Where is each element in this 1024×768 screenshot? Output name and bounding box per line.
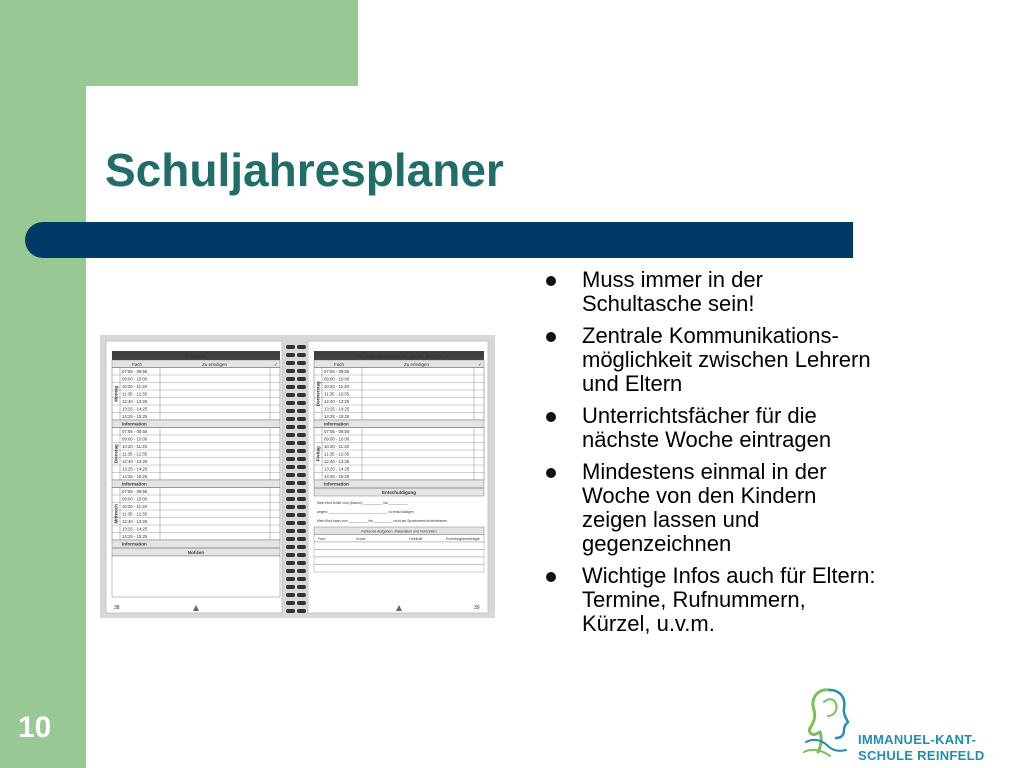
spiral-ring bbox=[286, 417, 295, 421]
time-slot: 12:40 - 13:25 bbox=[122, 399, 148, 405]
time-slot: 13:25 - 14:25 bbox=[324, 466, 350, 472]
spiral-ring bbox=[286, 489, 295, 493]
spiral-ring bbox=[297, 361, 306, 365]
bullet-dot-icon bbox=[546, 468, 556, 478]
time-slot: 07:55 - 08:55 bbox=[122, 429, 148, 435]
spiral-ring bbox=[297, 441, 306, 445]
spiral-ring bbox=[297, 369, 306, 373]
page-number-right: 39 bbox=[474, 605, 480, 611]
time-slot: 09:00 - 10:00 bbox=[122, 376, 148, 382]
missing-row bbox=[314, 557, 484, 565]
spiral-ring bbox=[286, 521, 295, 525]
spiral-ring bbox=[297, 513, 306, 517]
spiral-ring bbox=[297, 529, 306, 533]
spiral-ring bbox=[286, 577, 295, 581]
spiral-ring bbox=[297, 505, 306, 509]
bullet-line: Schultasche sein! bbox=[582, 291, 755, 316]
spiral-ring bbox=[286, 537, 295, 541]
missing-col-label: Lehrkraft bbox=[409, 536, 423, 541]
time-slot: 13:25 - 14:25 bbox=[122, 466, 148, 472]
spiral-ring bbox=[297, 601, 306, 605]
spiral-ring bbox=[297, 521, 306, 525]
bullet-dot-icon bbox=[546, 332, 556, 342]
bullet-dot-icon bbox=[546, 572, 556, 582]
spiral-ring bbox=[297, 481, 306, 485]
spiral-ring bbox=[286, 601, 295, 605]
time-slot: 10:20 - 11:20 bbox=[122, 444, 148, 450]
time-slot: 14:25 - 15:25 bbox=[324, 474, 350, 480]
time-slot: 09:00 - 10:00 bbox=[324, 436, 350, 442]
spiral-ring bbox=[286, 569, 295, 573]
spiral-ring bbox=[297, 537, 306, 541]
spiral-ring bbox=[297, 377, 306, 381]
green-decoration-left bbox=[0, 0, 86, 768]
spiral-ring bbox=[286, 513, 295, 517]
missing-label: Fehlende Aufgaben, Materialien und Fehlzeiten bbox=[361, 529, 437, 534]
time-slot: 10:20 - 11:20 bbox=[122, 384, 148, 390]
planner-image bbox=[100, 335, 495, 618]
time-slot: 13:25 - 14:25 bbox=[122, 526, 148, 532]
bullet-line: gegenzeichnen bbox=[582, 531, 732, 556]
missing-row bbox=[314, 550, 484, 558]
spiral-ring bbox=[297, 345, 306, 349]
spiral-ring bbox=[297, 497, 306, 501]
info-label: Information bbox=[324, 481, 349, 487]
spiral-ring bbox=[286, 425, 295, 429]
spiral-ring bbox=[286, 441, 295, 445]
spiral-ring bbox=[286, 505, 295, 509]
bullet-item bbox=[546, 404, 956, 452]
info-label: Information bbox=[122, 541, 147, 547]
time-slot: 14:25 - 15:25 bbox=[122, 414, 148, 420]
excuse-label: Entschuldigung bbox=[382, 490, 416, 496]
spiral-ring bbox=[297, 577, 306, 581]
spiral-ring bbox=[297, 457, 306, 461]
info-label: Information bbox=[324, 421, 349, 427]
time-slot: 14:25 - 15:25 bbox=[324, 414, 350, 420]
spiral-ring bbox=[297, 545, 306, 549]
spiral-ring bbox=[286, 553, 295, 557]
bullet-list bbox=[546, 268, 956, 644]
spiral-ring bbox=[286, 449, 295, 453]
time-slot: 12:40 - 13:25 bbox=[324, 399, 350, 405]
page-number: 10 bbox=[18, 711, 52, 744]
spiral-ring bbox=[297, 489, 306, 493]
spiral-ring bbox=[297, 393, 306, 397]
bullet-line: Zentrale Kommunikations- bbox=[582, 323, 839, 348]
slide-title: Schuljahresplaner bbox=[105, 144, 504, 196]
spiral-ring bbox=[286, 409, 295, 413]
day-label: Mittwoch bbox=[113, 504, 119, 524]
col-todo-label: Zu erledigen bbox=[404, 362, 430, 367]
time-slot: 12:40 - 13:25 bbox=[122, 459, 148, 465]
time-slot: 10:20 - 11:20 bbox=[122, 504, 148, 510]
time-slot: 10:20 - 11:20 bbox=[324, 384, 350, 390]
excuse-line: Mein Kind kann vom __________ bis __________ nicht am Sportunterricht teilnehmen. bbox=[317, 519, 449, 523]
spiral-ring bbox=[297, 417, 306, 421]
spiral-ring bbox=[297, 561, 306, 565]
bullet-item bbox=[546, 268, 956, 316]
bullet-dot-icon bbox=[546, 276, 556, 286]
day-label: Donnerstag bbox=[315, 381, 321, 407]
left-page-title: A-Woche bbox=[185, 354, 207, 360]
col-fach-label: Fach bbox=[334, 362, 345, 367]
time-slot: 07:55 - 08:55 bbox=[122, 369, 148, 375]
time-slot: 11:35 - 12:35 bbox=[324, 451, 350, 457]
bullet-item bbox=[546, 324, 956, 396]
time-slot: 11:35 - 12:35 bbox=[122, 391, 148, 397]
excuse-line: Mein Kind fehlte vom (Datum): __________ bis __________ bbox=[317, 501, 408, 505]
bullet-line: Wichtige Infos auch für Eltern: bbox=[582, 563, 876, 588]
spiral-ring bbox=[286, 481, 295, 485]
missing-col-label: Grund bbox=[356, 536, 366, 541]
spiral-ring bbox=[297, 465, 306, 469]
spiral-ring bbox=[286, 361, 295, 365]
spiral-ring bbox=[297, 409, 306, 413]
notes-label: Notizen bbox=[187, 550, 205, 556]
time-slot: 12:40 - 13:25 bbox=[324, 459, 350, 465]
missing-row bbox=[314, 542, 484, 550]
spiral-ring bbox=[286, 353, 295, 357]
missing-col-label: Fach bbox=[318, 536, 326, 541]
bullet-line: nächste Woche eintragen bbox=[582, 427, 832, 452]
bullet-dot-icon bbox=[546, 412, 556, 422]
time-slot: 09:00 - 10:00 bbox=[122, 496, 148, 502]
spiral-ring bbox=[286, 385, 295, 389]
time-slot: 10:20 - 11:20 bbox=[324, 444, 350, 450]
time-slot: 07:55 - 08:55 bbox=[324, 429, 350, 435]
title-bar bbox=[25, 222, 853, 258]
bullet-line: Termine, Rufnummern, bbox=[582, 587, 806, 612]
day-label: Freitag bbox=[315, 446, 321, 462]
bullet-line: Mindestens einmal in der bbox=[582, 459, 827, 484]
bullet-line: und Eltern bbox=[582, 371, 683, 396]
day-label: Montag bbox=[113, 385, 119, 402]
time-slot: 11:35 - 12:35 bbox=[324, 391, 350, 397]
bullet-line: Muss immer in der bbox=[582, 267, 763, 292]
spiral-ring bbox=[297, 609, 306, 613]
spiral-ring bbox=[297, 449, 306, 453]
spiral-ring bbox=[286, 433, 295, 437]
spiral-ring bbox=[297, 585, 306, 589]
time-slot: 11:35 - 12:35 bbox=[122, 511, 148, 517]
right-page-title: 34. Kalenderwoche 20. bis 24. August bbox=[357, 354, 441, 360]
spiral-ring bbox=[297, 401, 306, 405]
spiral-ring bbox=[297, 385, 306, 389]
spiral-ring bbox=[286, 345, 295, 349]
spiral-ring bbox=[297, 433, 306, 437]
spiral-ring bbox=[286, 369, 295, 373]
time-slot: 13:25 - 14:25 bbox=[324, 406, 350, 412]
student-silhouette-icon bbox=[800, 682, 860, 764]
spiral-ring bbox=[297, 569, 306, 573]
spiral-ring bbox=[286, 585, 295, 589]
bullet-item bbox=[546, 564, 956, 636]
bullet-line: Woche von den Kindern bbox=[582, 483, 817, 508]
time-slot: 09:00 - 10:00 bbox=[122, 436, 148, 442]
spiral-ring bbox=[286, 609, 295, 613]
spiral-ring bbox=[286, 377, 295, 381]
notes-area bbox=[112, 556, 280, 597]
spiral-ring bbox=[286, 593, 295, 597]
col-fach-label: Fach bbox=[132, 362, 143, 367]
info-label: Information bbox=[122, 481, 147, 487]
logo-text-line1: IMMANUEL-KANT- bbox=[858, 732, 977, 747]
spiral-ring bbox=[286, 561, 295, 565]
time-slot: 09:00 - 10:00 bbox=[324, 376, 350, 382]
planner-illustration bbox=[100, 335, 495, 618]
spiral-ring bbox=[297, 425, 306, 429]
spiral-ring bbox=[286, 457, 295, 461]
time-slot: 14:25 - 15:25 bbox=[122, 474, 148, 480]
spiral-ring bbox=[286, 465, 295, 469]
spiral-ring bbox=[286, 529, 295, 533]
spiral-ring bbox=[297, 473, 306, 477]
spiral-ring bbox=[286, 401, 295, 405]
day-label: Dienstag bbox=[113, 444, 119, 464]
spiral-ring bbox=[297, 353, 306, 357]
page-number-left: 38 bbox=[114, 605, 120, 611]
bullet-line: Kürzel, u.v.m. bbox=[582, 611, 715, 636]
spiral-ring bbox=[297, 553, 306, 557]
bullet-line: zeigen lassen und bbox=[582, 507, 760, 532]
spiral-ring bbox=[297, 593, 306, 597]
time-slot: 11:35 - 12:35 bbox=[122, 451, 148, 457]
logo-text-line2: SCHULE REINFELD bbox=[858, 748, 985, 763]
spiral-ring bbox=[286, 473, 295, 477]
time-slot: 13:25 - 14:25 bbox=[122, 406, 148, 412]
col-todo-label: Zu erledigen bbox=[202, 362, 228, 367]
bullet-line: möglichkeit zwischen Lehrern bbox=[582, 347, 871, 372]
info-label: Information bbox=[122, 421, 147, 427]
time-slot: 07:55 - 08:55 bbox=[122, 489, 148, 495]
spiral-ring bbox=[286, 497, 295, 501]
check-mark: ✓ bbox=[478, 362, 482, 367]
spiral-ring bbox=[286, 393, 295, 397]
time-slot: 12:40 - 13:25 bbox=[122, 519, 148, 525]
time-slot: 14:25 - 15:25 bbox=[122, 534, 148, 540]
check-mark: ✓ bbox=[274, 362, 278, 367]
time-slot: 07:55 - 08:55 bbox=[324, 369, 350, 375]
school-logo bbox=[798, 682, 988, 764]
missing-col-label: Erziehungsberechtigte bbox=[446, 536, 480, 541]
spiral-ring bbox=[286, 545, 295, 549]
bullet-line: Unterrichtsfächer für die bbox=[582, 403, 817, 428]
bullet-item bbox=[546, 460, 956, 556]
missing-row bbox=[314, 565, 484, 573]
excuse-line: wegen: _______________________________ zu entschuldigen. bbox=[317, 510, 415, 514]
